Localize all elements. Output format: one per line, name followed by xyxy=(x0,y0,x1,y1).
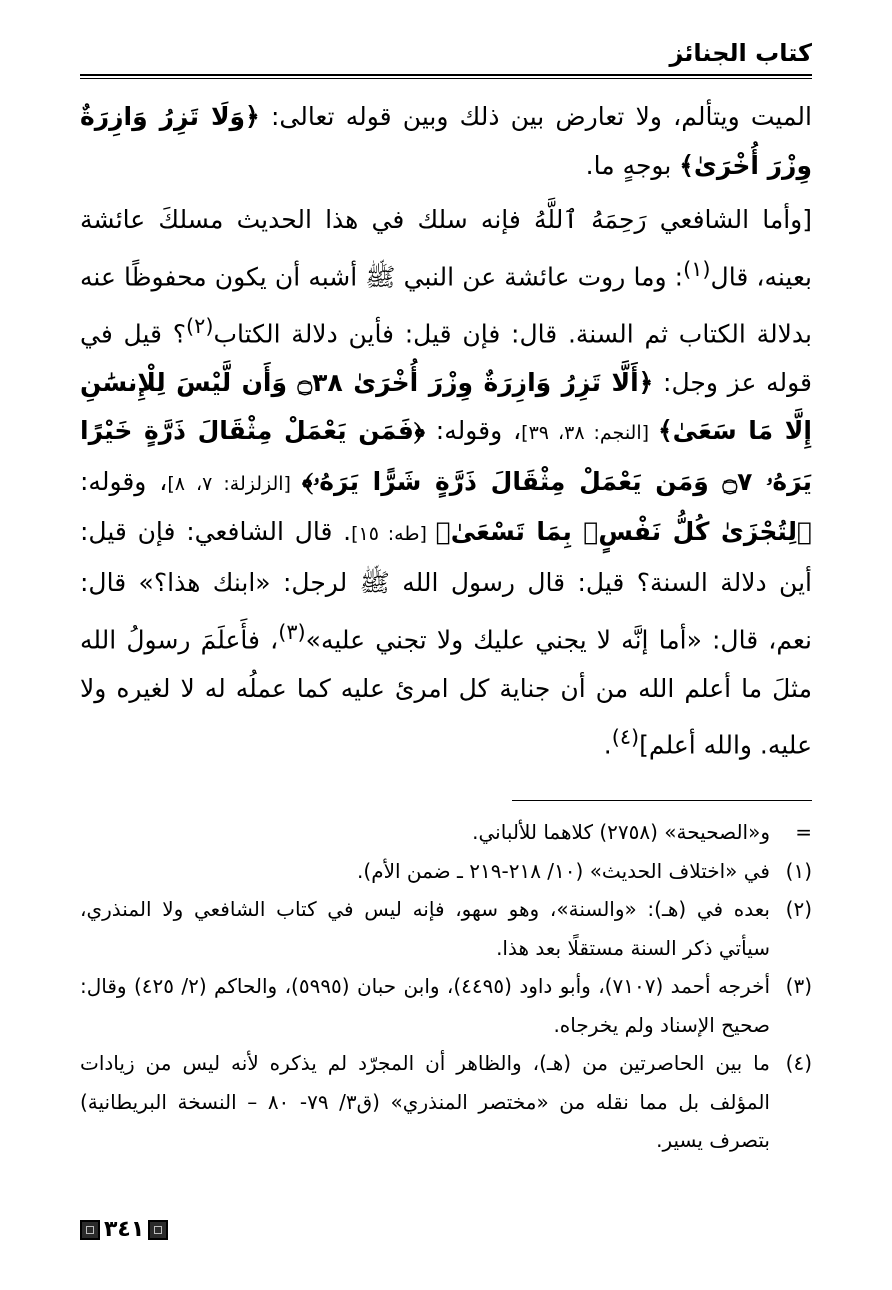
quran-verse: ﴿لِتُجْزَىٰ كُلُّ نَفْسٍۭ بِمَا تَسْعَىٰ﴾ xyxy=(435,517,813,547)
verse-reference: [طه: ١٥] xyxy=(351,523,436,546)
paragraph-2: [وأما الشافعي رَحِمَهُ ٱللَّهُ فإنه سلك في هذا الحديث مسلكَ عائشة بعينه، قال$^{(١)}$: وما روت عائشة عن النبي ﷺ أشبه أن يكون محفوظًا عنه بدلالة الكتاب ثم السنة. قال: فإن قيل: فأين دلالة الكتاب$^{(٢)}$؟ قيل في قوله عز وجل: ﴿أَلَّا تَزِرُ وَازِرَةٌ وِزْرَ أُخْرَىٰ ۝٣٨ وَأَن لَّيْسَ لِلْإِنسَٰنِ إِلَّا مَا سَعَىٰ﴾ [النجم: ٣٨، ٣٩]، وقوله: ﴿فَمَن يَعْمَلْ مِثْقَالَ ذَرَّةٍ خَيْرًا يَرَهُۥ ۝٧ وَمَن يَعْمَلْ مِثْقَالَ ذَرَّةٍ شَرًّا يَرَهُۥ﴾ [الزلزلة: ٧، ٨]، وقوله: ﴿لِتُجْزَىٰ كُلُّ نَفْسٍۭ بِمَا تَسْعَىٰ﴾ [طه: ١٥]. قال الشافعي: فإن قيل: أين دلالة السنة؟ قيل: قال رسول الله ﷺ لرجل: «ابنك هذا؟» قال: نعم، قال: «أما إنَّه لا يجني عليك ولا تجني عليه»$^{(٣)}$، فأَعلَمَ رسولُ الله مثلَ ما أعلم الله من أن جناية كل امرئ عليه كما عملُه له لا لغيره ولا عليه. والله أعلم]$^{(٤)}$. xyxy=(80,205,813,760)
footnote-text: و«الصحيحة» (٢٧٥٨) كلاهما للألباني. xyxy=(472,820,770,845)
footnote-separator xyxy=(512,800,812,801)
footnote-number: (١) xyxy=(785,858,812,883)
book-page xyxy=(80,30,812,1270)
page-number xyxy=(80,1217,168,1242)
quran-verse: ﴿وَلَا تَزِرُ وَازِرَةٌ وِزْرَ أُخْرَىٰ﴾ xyxy=(80,102,812,180)
page-number-text: ٣٤١ xyxy=(104,1217,145,1242)
footnote-text: أخرجه أحمد (٧١٠٧)، وأبو داود (٤٤٩٥)، وابن حبان (٥٩٩٥)، والحاكم (٢/ ٤٢٥) وقال: صحيح الإسناد ولم يخرجاه. xyxy=(80,974,771,1037)
footnote-number: (٢) xyxy=(785,897,812,922)
header-rule xyxy=(80,74,812,79)
paragraph-1: الميت ويتألم، ولا تعارض بين ذلك وبين قوله تعالى: ﴿وَلَا تَزِرُ وَازِرَةٌ وِزْرَ أُخْرَىٰ﴾ بوجهٍ ما. xyxy=(80,102,812,180)
ornament-icon xyxy=(80,1220,100,1240)
footnote-number: (٤) xyxy=(785,1051,812,1076)
verse-reference: [الزلزلة: ٧، ٨] xyxy=(167,472,302,495)
footnote-number: (٣) xyxy=(785,974,812,999)
footnote-number: = xyxy=(795,820,812,845)
footnote-text: في «اختلاف الحديث» (١٠/ ٢١٨-٢١٩ ـ ضمن الأم). xyxy=(357,858,770,883)
footnote-text: بعده في (هـ): «والسنة»، وهو سهو، فإنه ليس في كتاب الشافعي ولا المنذري، سيأتي ذكر السنة مستقلًا بعد هذا. xyxy=(80,897,770,960)
footnotes xyxy=(80,813,812,1160)
footnote-4 xyxy=(80,1044,812,1160)
footnote-2 xyxy=(80,890,812,967)
chapter-title: كتاب الجنائز xyxy=(669,39,812,67)
footnote-1 xyxy=(80,852,812,891)
main-text xyxy=(80,93,812,770)
footnote-ref-1[interactable]: (١) xyxy=(683,256,711,281)
quran-verse: ﴿أَلَّا تَزِرُ وَازِرَةٌ وِزْرَ أُخْرَىٰ ۝٣٨ وَأَن لَّيْسَ لِلْإِنسَٰنِ إِلَّا مَا سَعَىٰ﴾ xyxy=(80,367,812,446)
footnote-continued xyxy=(80,813,812,852)
footnote-ref-4[interactable]: (٤) xyxy=(611,725,640,750)
ornament-icon xyxy=(148,1220,168,1240)
footnote-ref-3[interactable]: (٣) xyxy=(278,619,306,644)
footnote-3 xyxy=(80,967,812,1044)
footnote-text: ما بين الحاصرتين من (هـ)، والظاهر أن المجرّد لم يذكره لأنه ليس من زيادات المؤلف بل مما نقله من «مختصر المنذري» (ق٣/ ٧٩- ٨٠ – النسخة البريطانية) بتصرف يسير. xyxy=(80,1051,770,1153)
footnote-ref-2[interactable]: (٢) xyxy=(186,313,214,338)
verse-reference: [النجم: ٣٨، ٣٩] xyxy=(521,422,659,445)
quran-verse: ﴿فَمَن يَعْمَلْ مِثْقَالَ ذَرَّةٍ خَيْرًا يَرَهُۥ ۝٧ وَمَن يَعْمَلْ مِثْقَالَ ذَرَّةٍ شَرًّا يَرَهُۥ﴾ xyxy=(80,416,813,496)
